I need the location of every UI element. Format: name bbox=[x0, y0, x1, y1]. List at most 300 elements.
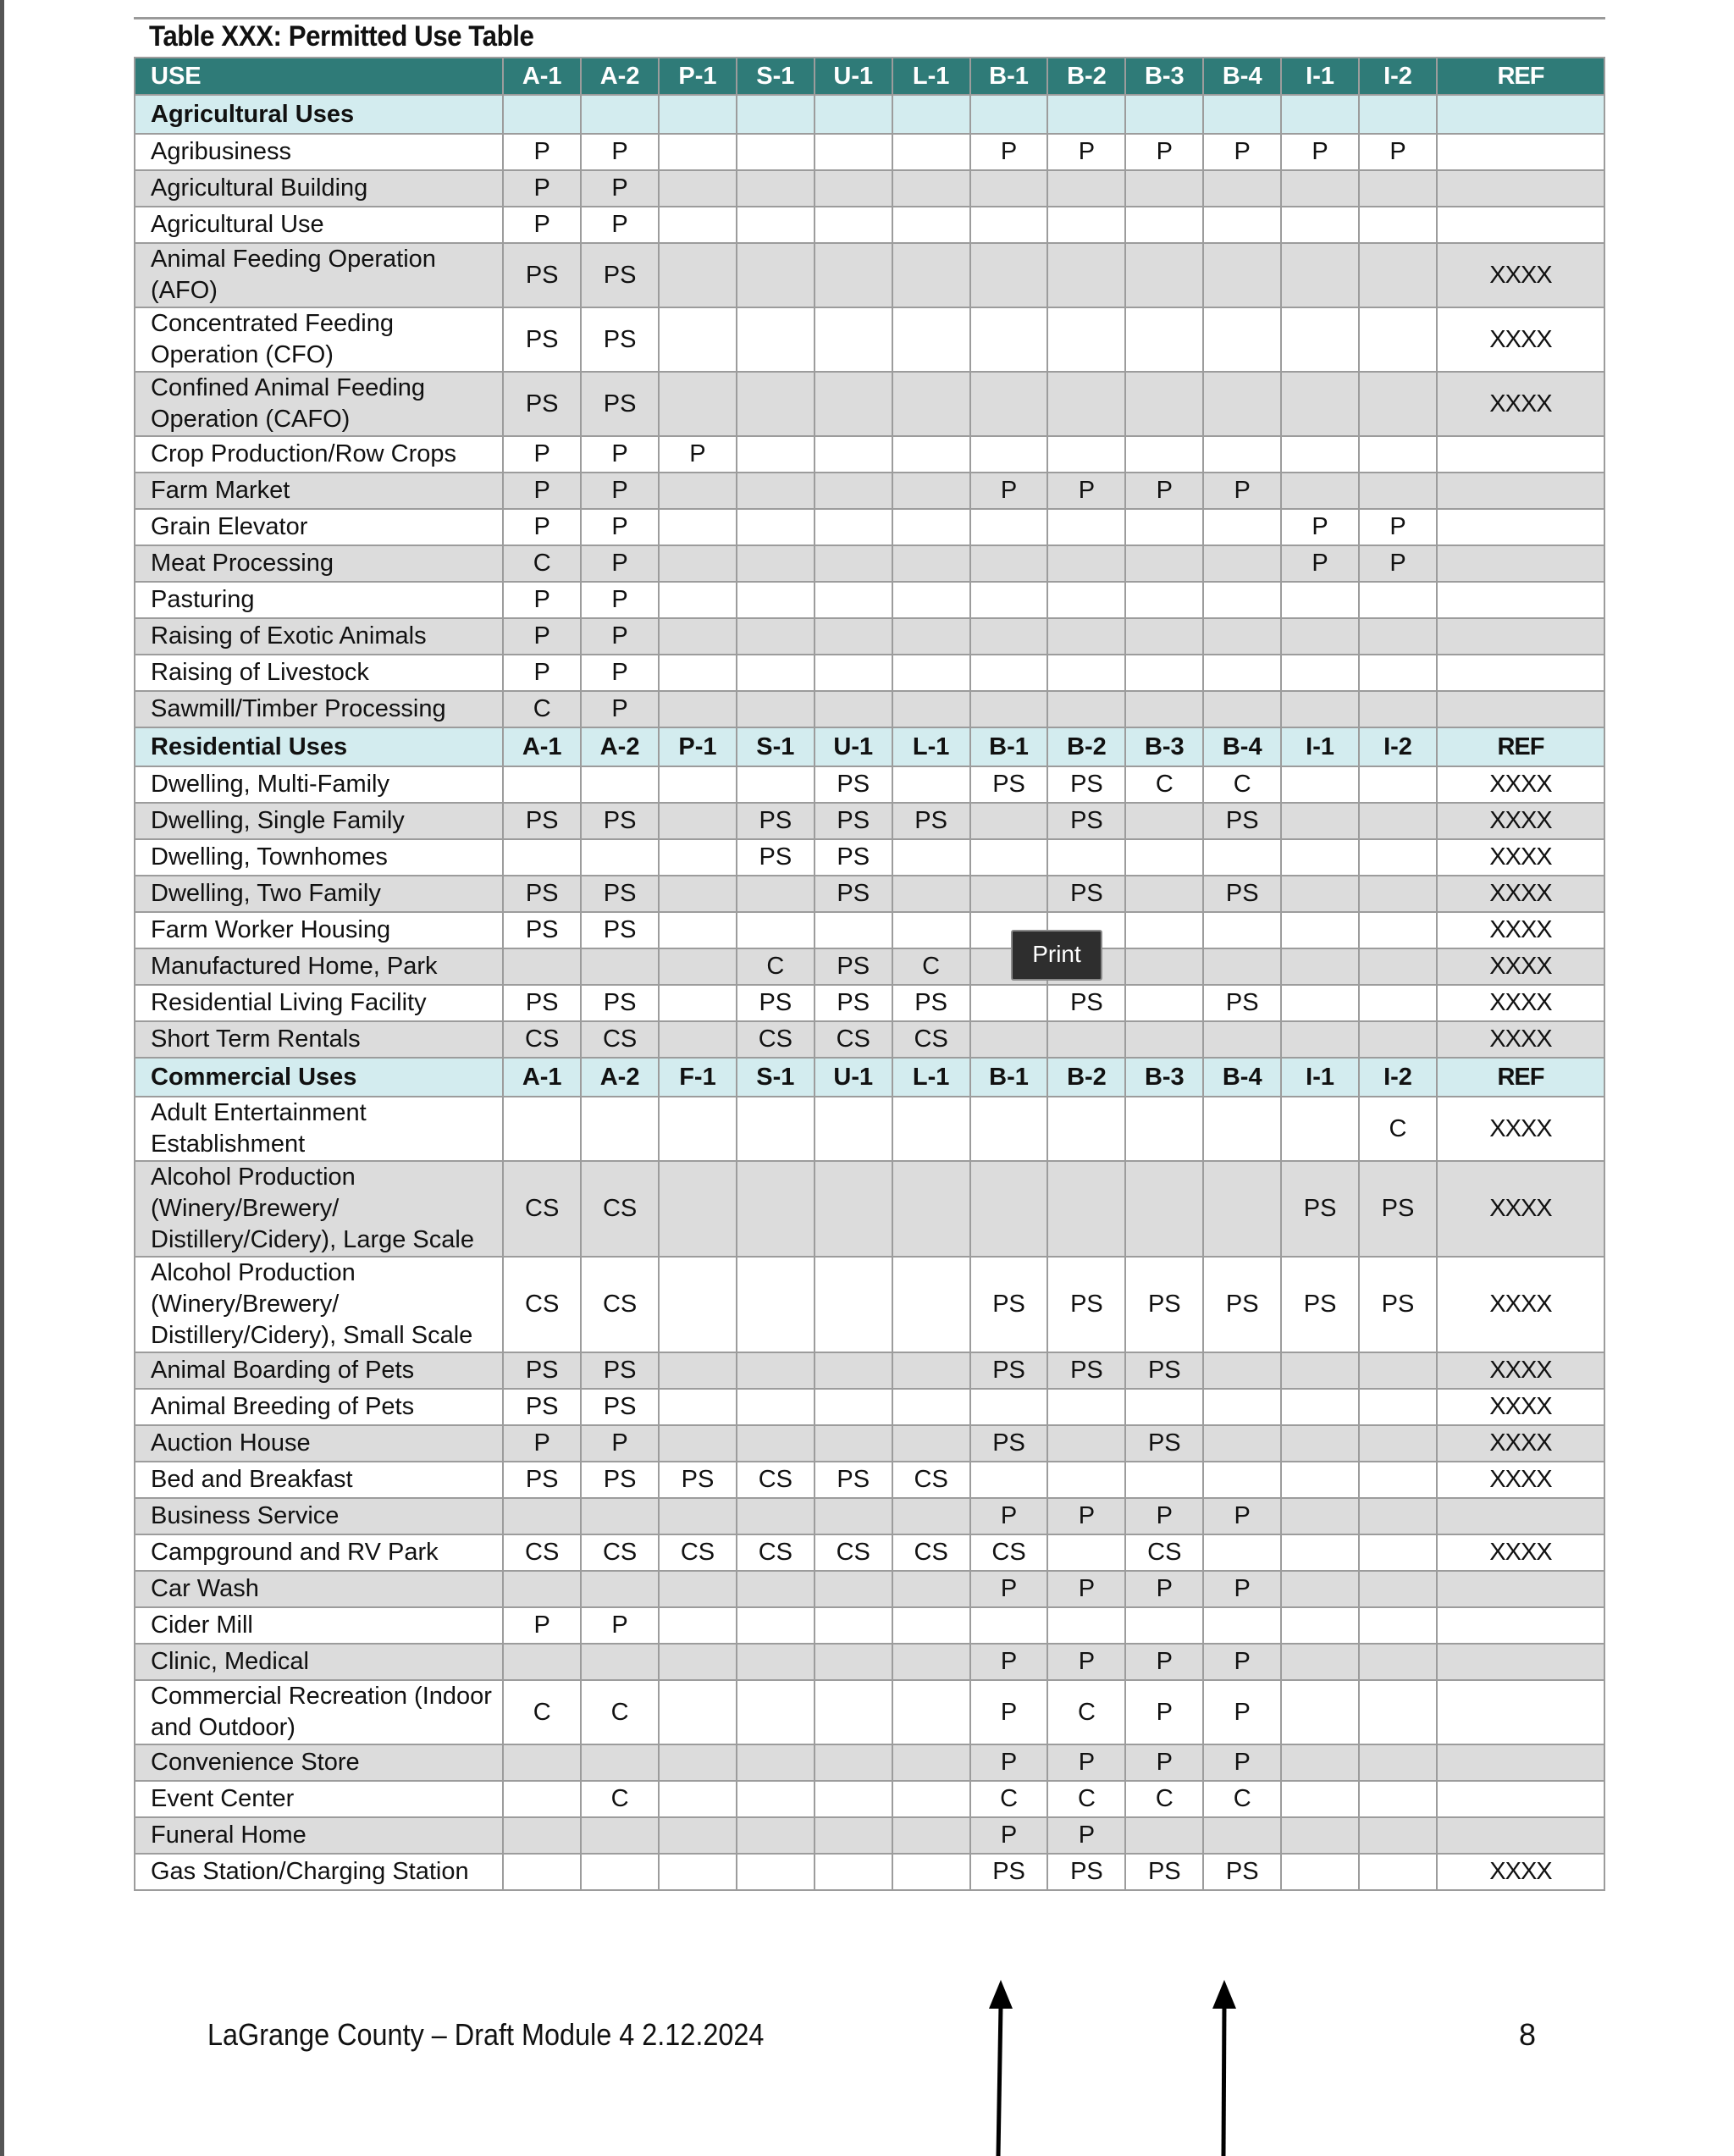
district-cell bbox=[737, 372, 815, 436]
district-cell bbox=[1359, 1817, 1437, 1854]
district-cell bbox=[1281, 307, 1359, 372]
district-cell bbox=[1125, 1389, 1203, 1425]
district-cell bbox=[503, 1571, 581, 1607]
district-cell: CS bbox=[503, 1021, 581, 1058]
district-cell: PS bbox=[1047, 1257, 1125, 1352]
ref-cell bbox=[1437, 1781, 1604, 1817]
district-cell bbox=[1047, 1021, 1125, 1058]
district-cell bbox=[1125, 948, 1203, 985]
district-cell: CS bbox=[815, 1534, 892, 1571]
district-cell bbox=[1125, 95, 1203, 134]
district-cell bbox=[1281, 1817, 1359, 1854]
district-cell: CS bbox=[581, 1534, 659, 1571]
district-cell: P bbox=[1281, 134, 1359, 170]
district-cell bbox=[1359, 207, 1437, 243]
district-cell bbox=[503, 766, 581, 803]
district-cell bbox=[1359, 1462, 1437, 1498]
table-row bbox=[135, 436, 1604, 473]
district-cell bbox=[1281, 243, 1359, 307]
district-cell: PS bbox=[1359, 1257, 1437, 1352]
district-cell: PS bbox=[581, 1389, 659, 1425]
district-cell bbox=[1359, 170, 1437, 207]
district-cell bbox=[659, 691, 737, 727]
district-cell bbox=[892, 1389, 970, 1425]
district-cell: C bbox=[1203, 1781, 1281, 1817]
use-label: Confined Animal Feeding Operation (CAFO) bbox=[135, 372, 503, 436]
district-cell: P-1 bbox=[659, 727, 737, 766]
ref-cell: XXXX bbox=[1437, 1389, 1604, 1425]
district-cell: C bbox=[1203, 766, 1281, 803]
table-row bbox=[135, 307, 1604, 372]
district-cell: P bbox=[503, 509, 581, 545]
district-cell: PS bbox=[815, 948, 892, 985]
district-cell bbox=[1359, 1744, 1437, 1781]
district-cell bbox=[815, 1425, 892, 1462]
district-cell: C bbox=[892, 948, 970, 985]
district-cell bbox=[737, 912, 815, 948]
district-cell bbox=[659, 1021, 737, 1058]
district-cell bbox=[659, 1389, 737, 1425]
ref-cell: XXXX bbox=[1437, 948, 1604, 985]
use-label: Alcohol Production (Winery/Brewery/ Distillery/Cidery), Large Scale bbox=[135, 1161, 503, 1257]
district-cell: PS bbox=[1203, 985, 1281, 1021]
district-cell bbox=[892, 582, 970, 618]
district-cell: I-2 bbox=[1359, 727, 1437, 766]
district-cell: PS bbox=[737, 985, 815, 1021]
district-cell bbox=[737, 582, 815, 618]
district-cell: C bbox=[737, 948, 815, 985]
district-cell: PS bbox=[659, 1462, 737, 1498]
district-cell bbox=[1125, 691, 1203, 727]
header-district: I-2 bbox=[1359, 58, 1437, 95]
use-label: Campground and RV Park bbox=[135, 1534, 503, 1571]
district-cell: PS bbox=[737, 839, 815, 876]
district-cell: P bbox=[1125, 134, 1203, 170]
district-cell bbox=[892, 372, 970, 436]
district-cell bbox=[737, 545, 815, 582]
district-cell bbox=[1359, 436, 1437, 473]
district-cell: PS bbox=[1281, 1161, 1359, 1257]
district-cell bbox=[737, 1854, 815, 1890]
district-cell bbox=[1203, 618, 1281, 655]
use-label: Raising of Exotic Animals bbox=[135, 618, 503, 655]
district-cell bbox=[815, 655, 892, 691]
section-header-row bbox=[135, 95, 1604, 134]
district-cell bbox=[1359, 691, 1437, 727]
district-cell bbox=[659, 1257, 737, 1352]
district-cell bbox=[1359, 372, 1437, 436]
district-cell bbox=[1047, 307, 1125, 372]
district-cell bbox=[1281, 1352, 1359, 1389]
district-cell bbox=[892, 1257, 970, 1352]
district-cell: CS bbox=[892, 1021, 970, 1058]
ref-cell bbox=[1437, 473, 1604, 509]
ref-cell: XXXX bbox=[1437, 766, 1604, 803]
district-cell bbox=[1281, 1534, 1359, 1571]
use-label: Animal Feeding Operation (AFO) bbox=[135, 243, 503, 307]
district-cell: P bbox=[1047, 1644, 1125, 1680]
header-district: P-1 bbox=[659, 58, 737, 95]
district-cell bbox=[1125, 545, 1203, 582]
district-cell bbox=[737, 766, 815, 803]
district-cell: P bbox=[503, 1607, 581, 1644]
table-row bbox=[135, 473, 1604, 509]
use-label: Cider Mill bbox=[135, 1607, 503, 1644]
ref-cell: XXXX bbox=[1437, 839, 1604, 876]
district-cell: P bbox=[581, 691, 659, 727]
district-cell: P bbox=[970, 1817, 1048, 1854]
district-cell: CS bbox=[581, 1021, 659, 1058]
section-label: Agricultural Uses bbox=[135, 95, 503, 134]
district-cell: PS bbox=[581, 1352, 659, 1389]
district-cell bbox=[970, 582, 1048, 618]
district-cell: PS bbox=[503, 1352, 581, 1389]
footer-document-label: LaGrange County – Draft Module 4 2.12.2024 bbox=[207, 2017, 765, 2052]
district-cell: PS bbox=[503, 985, 581, 1021]
district-cell bbox=[1203, 1607, 1281, 1644]
table-row bbox=[135, 1161, 1604, 1257]
district-cell bbox=[1359, 948, 1437, 985]
district-cell bbox=[1281, 1021, 1359, 1058]
print-tooltip: Print bbox=[1011, 930, 1102, 981]
header-district: A-1 bbox=[503, 58, 581, 95]
district-cell bbox=[1203, 1352, 1281, 1389]
district-cell: C bbox=[581, 1781, 659, 1817]
header-district: B-2 bbox=[1047, 58, 1125, 95]
district-cell: CS bbox=[503, 1161, 581, 1257]
district-cell: PS bbox=[1047, 985, 1125, 1021]
district-cell bbox=[1047, 207, 1125, 243]
ref-cell: XXXX bbox=[1437, 1097, 1604, 1161]
district-cell bbox=[815, 207, 892, 243]
district-cell: P bbox=[503, 655, 581, 691]
use-label: Dwelling, Townhomes bbox=[135, 839, 503, 876]
arrow-up-icon bbox=[982, 1980, 1019, 2156]
district-cell bbox=[815, 307, 892, 372]
district-cell bbox=[1359, 1644, 1437, 1680]
ref-cell bbox=[1437, 1498, 1604, 1534]
table-row bbox=[135, 803, 1604, 839]
district-cell bbox=[970, 545, 1048, 582]
use-label: Concentrated Feeding Operation (CFO) bbox=[135, 307, 503, 372]
district-cell bbox=[737, 170, 815, 207]
district-cell bbox=[1203, 1425, 1281, 1462]
district-cell bbox=[1281, 766, 1359, 803]
ref-cell bbox=[1437, 1680, 1604, 1744]
district-cell bbox=[737, 436, 815, 473]
table-row bbox=[135, 691, 1604, 727]
district-cell bbox=[970, 1021, 1048, 1058]
district-cell: PS bbox=[815, 839, 892, 876]
district-cell bbox=[1203, 1389, 1281, 1425]
ref-cell: XXXX bbox=[1437, 803, 1604, 839]
district-cell bbox=[892, 1571, 970, 1607]
district-cell bbox=[659, 655, 737, 691]
district-cell bbox=[1281, 1781, 1359, 1817]
district-cell bbox=[970, 618, 1048, 655]
table-row bbox=[135, 1781, 1604, 1817]
district-cell: P bbox=[1203, 473, 1281, 509]
district-cell bbox=[1281, 912, 1359, 948]
district-cell: P bbox=[581, 170, 659, 207]
district-cell: PS bbox=[1125, 1425, 1203, 1462]
district-cell: U-1 bbox=[815, 1058, 892, 1097]
district-cell: PS bbox=[815, 803, 892, 839]
district-cell bbox=[737, 509, 815, 545]
district-cell bbox=[1047, 1425, 1125, 1462]
district-cell bbox=[892, 839, 970, 876]
district-cell bbox=[970, 876, 1048, 912]
district-cell bbox=[1125, 1462, 1203, 1498]
district-cell: P bbox=[970, 1644, 1048, 1680]
district-cell: P bbox=[581, 207, 659, 243]
district-cell: PS bbox=[1281, 1257, 1359, 1352]
table-row bbox=[135, 372, 1604, 436]
table-row bbox=[135, 1462, 1604, 1498]
district-cell bbox=[737, 1097, 815, 1161]
ref-cell: XXXX bbox=[1437, 1161, 1604, 1257]
district-cell bbox=[1047, 436, 1125, 473]
district-cell: PS bbox=[737, 803, 815, 839]
district-cell: PS bbox=[503, 372, 581, 436]
district-cell bbox=[1125, 243, 1203, 307]
district-cell: P bbox=[1047, 134, 1125, 170]
district-cell bbox=[737, 1680, 815, 1744]
district-cell bbox=[970, 1389, 1048, 1425]
district-cell bbox=[1203, 1161, 1281, 1257]
district-cell bbox=[1359, 1534, 1437, 1571]
district-cell bbox=[737, 1257, 815, 1352]
district-cell bbox=[659, 1352, 737, 1389]
district-cell: C bbox=[581, 1680, 659, 1744]
district-cell: A-2 bbox=[581, 1058, 659, 1097]
district-cell bbox=[1281, 618, 1359, 655]
district-cell bbox=[1125, 1607, 1203, 1644]
header-district: L-1 bbox=[892, 58, 970, 95]
use-label: Event Center bbox=[135, 1781, 503, 1817]
district-cell: P bbox=[503, 207, 581, 243]
district-cell bbox=[737, 307, 815, 372]
ref-cell: XXXX bbox=[1437, 1352, 1604, 1389]
use-label: Agricultural Use bbox=[135, 207, 503, 243]
district-cell bbox=[1203, 95, 1281, 134]
table-row bbox=[135, 1571, 1604, 1607]
district-cell bbox=[815, 1644, 892, 1680]
district-cell bbox=[815, 1352, 892, 1389]
district-cell: P bbox=[1281, 545, 1359, 582]
ref-cell: XXXX bbox=[1437, 307, 1604, 372]
district-cell bbox=[970, 307, 1048, 372]
district-cell bbox=[892, 1781, 970, 1817]
use-label: Gas Station/Charging Station bbox=[135, 1854, 503, 1890]
district-cell: PS bbox=[503, 243, 581, 307]
use-label: Residential Living Facility bbox=[135, 985, 503, 1021]
district-cell: P bbox=[1203, 1571, 1281, 1607]
district-cell: C bbox=[503, 1680, 581, 1744]
district-cell: PS bbox=[581, 1462, 659, 1498]
district-cell: P bbox=[1125, 1744, 1203, 1781]
district-cell: P bbox=[970, 1498, 1048, 1534]
district-cell: C bbox=[970, 1781, 1048, 1817]
district-cell bbox=[503, 948, 581, 985]
district-cell: PS bbox=[503, 1462, 581, 1498]
district-cell: P bbox=[1125, 1644, 1203, 1680]
ref-cell: XXXX bbox=[1437, 1462, 1604, 1498]
table-row bbox=[135, 1021, 1604, 1058]
district-cell bbox=[970, 803, 1048, 839]
table-row bbox=[135, 1744, 1604, 1781]
district-cell: PS bbox=[581, 912, 659, 948]
ref-cell bbox=[1437, 1571, 1604, 1607]
district-cell bbox=[737, 473, 815, 509]
district-cell bbox=[1359, 1352, 1437, 1389]
district-cell: PS bbox=[1359, 1161, 1437, 1257]
district-cell bbox=[1203, 839, 1281, 876]
district-cell bbox=[737, 655, 815, 691]
table-row bbox=[135, 134, 1604, 170]
table-row bbox=[135, 1389, 1604, 1425]
district-cell bbox=[737, 243, 815, 307]
district-cell bbox=[581, 948, 659, 985]
district-cell bbox=[1203, 1462, 1281, 1498]
district-cell bbox=[1047, 1462, 1125, 1498]
use-label: Short Term Rentals bbox=[135, 1021, 503, 1058]
district-cell bbox=[581, 1854, 659, 1890]
district-cell bbox=[659, 803, 737, 839]
district-cell bbox=[1281, 1854, 1359, 1890]
district-cell bbox=[1281, 839, 1359, 876]
district-cell bbox=[659, 1571, 737, 1607]
district-cell bbox=[1125, 307, 1203, 372]
table-row bbox=[135, 1498, 1604, 1534]
district-cell bbox=[892, 1854, 970, 1890]
district-cell bbox=[737, 1781, 815, 1817]
use-label: Car Wash bbox=[135, 1571, 503, 1607]
district-cell: P bbox=[1359, 509, 1437, 545]
district-cell bbox=[503, 1854, 581, 1890]
table-row bbox=[135, 839, 1604, 876]
district-cell bbox=[1047, 509, 1125, 545]
district-cell bbox=[892, 1680, 970, 1744]
district-cell bbox=[1359, 582, 1437, 618]
district-cell: PS bbox=[970, 1854, 1048, 1890]
district-cell bbox=[1125, 985, 1203, 1021]
district-cell: PS bbox=[503, 307, 581, 372]
district-cell bbox=[970, 1161, 1048, 1257]
header-district: B-3 bbox=[1125, 58, 1203, 95]
district-cell bbox=[1281, 655, 1359, 691]
district-cell bbox=[1359, 912, 1437, 948]
district-cell: PS bbox=[1125, 1352, 1203, 1389]
district-cell bbox=[581, 1571, 659, 1607]
header-district: I-1 bbox=[1281, 58, 1359, 95]
district-cell bbox=[1359, 1498, 1437, 1534]
district-cell bbox=[737, 1817, 815, 1854]
district-cell: PS bbox=[815, 1462, 892, 1498]
district-cell bbox=[892, 1744, 970, 1781]
use-label: Manufactured Home, Park bbox=[135, 948, 503, 985]
district-cell bbox=[1047, 1097, 1125, 1161]
district-cell bbox=[892, 1352, 970, 1389]
ref-cell: XXXX bbox=[1437, 876, 1604, 912]
ref-cell bbox=[1437, 618, 1604, 655]
district-cell bbox=[1281, 1571, 1359, 1607]
district-cell bbox=[1047, 372, 1125, 436]
table-row bbox=[135, 985, 1604, 1021]
district-cell bbox=[1047, 243, 1125, 307]
district-cell bbox=[1281, 803, 1359, 839]
ref-cell bbox=[1437, 1607, 1604, 1644]
table-row bbox=[135, 545, 1604, 582]
district-cell: P bbox=[581, 655, 659, 691]
section-header-row bbox=[135, 1058, 1604, 1097]
table-row bbox=[135, 170, 1604, 207]
district-cell bbox=[737, 1389, 815, 1425]
district-cell bbox=[970, 839, 1048, 876]
district-cell bbox=[1203, 170, 1281, 207]
district-cell: PS bbox=[503, 1389, 581, 1425]
district-cell: P bbox=[1047, 1498, 1125, 1534]
district-cell bbox=[659, 170, 737, 207]
district-cell bbox=[659, 134, 737, 170]
table-row bbox=[135, 1817, 1604, 1854]
district-cell bbox=[1359, 655, 1437, 691]
district-cell: L-1 bbox=[892, 727, 970, 766]
district-cell bbox=[1125, 170, 1203, 207]
district-cell bbox=[659, 372, 737, 436]
district-cell: P bbox=[659, 436, 737, 473]
use-label: Auction House bbox=[135, 1425, 503, 1462]
district-cell bbox=[815, 473, 892, 509]
district-cell bbox=[1047, 618, 1125, 655]
district-cell bbox=[1281, 1097, 1359, 1161]
district-cell: B-3 bbox=[1125, 727, 1203, 766]
arrow-up-icon bbox=[1206, 1980, 1243, 2156]
district-cell bbox=[1281, 1389, 1359, 1425]
district-cell: P bbox=[581, 582, 659, 618]
district-cell: B-1 bbox=[970, 727, 1048, 766]
district-cell bbox=[815, 1607, 892, 1644]
district-cell: PS bbox=[1203, 1854, 1281, 1890]
use-label: Farm Market bbox=[135, 473, 503, 509]
district-cell bbox=[1359, 985, 1437, 1021]
district-cell bbox=[815, 1680, 892, 1744]
use-label: Dwelling, Single Family bbox=[135, 803, 503, 839]
district-cell bbox=[581, 1644, 659, 1680]
use-label: Meat Processing bbox=[135, 545, 503, 582]
ref-cell: REF bbox=[1437, 727, 1604, 766]
district-cell bbox=[503, 95, 581, 134]
ref-cell: XXXX bbox=[1437, 985, 1604, 1021]
district-cell: PS bbox=[892, 803, 970, 839]
district-cell bbox=[1359, 473, 1437, 509]
district-cell: P bbox=[503, 1425, 581, 1462]
district-cell bbox=[1125, 1817, 1203, 1854]
district-cell: PS bbox=[503, 803, 581, 839]
permitted-use-table bbox=[134, 57, 1605, 1891]
district-cell bbox=[815, 1781, 892, 1817]
ref-cell: REF bbox=[1437, 1058, 1604, 1097]
header-district: B-4 bbox=[1203, 58, 1281, 95]
district-cell: P bbox=[1047, 1571, 1125, 1607]
table-row bbox=[135, 1680, 1604, 1744]
district-cell bbox=[737, 1161, 815, 1257]
district-cell bbox=[1359, 839, 1437, 876]
district-cell: PS bbox=[1203, 876, 1281, 912]
district-cell bbox=[1359, 243, 1437, 307]
district-cell: P bbox=[970, 134, 1048, 170]
ref-cell bbox=[1437, 207, 1604, 243]
